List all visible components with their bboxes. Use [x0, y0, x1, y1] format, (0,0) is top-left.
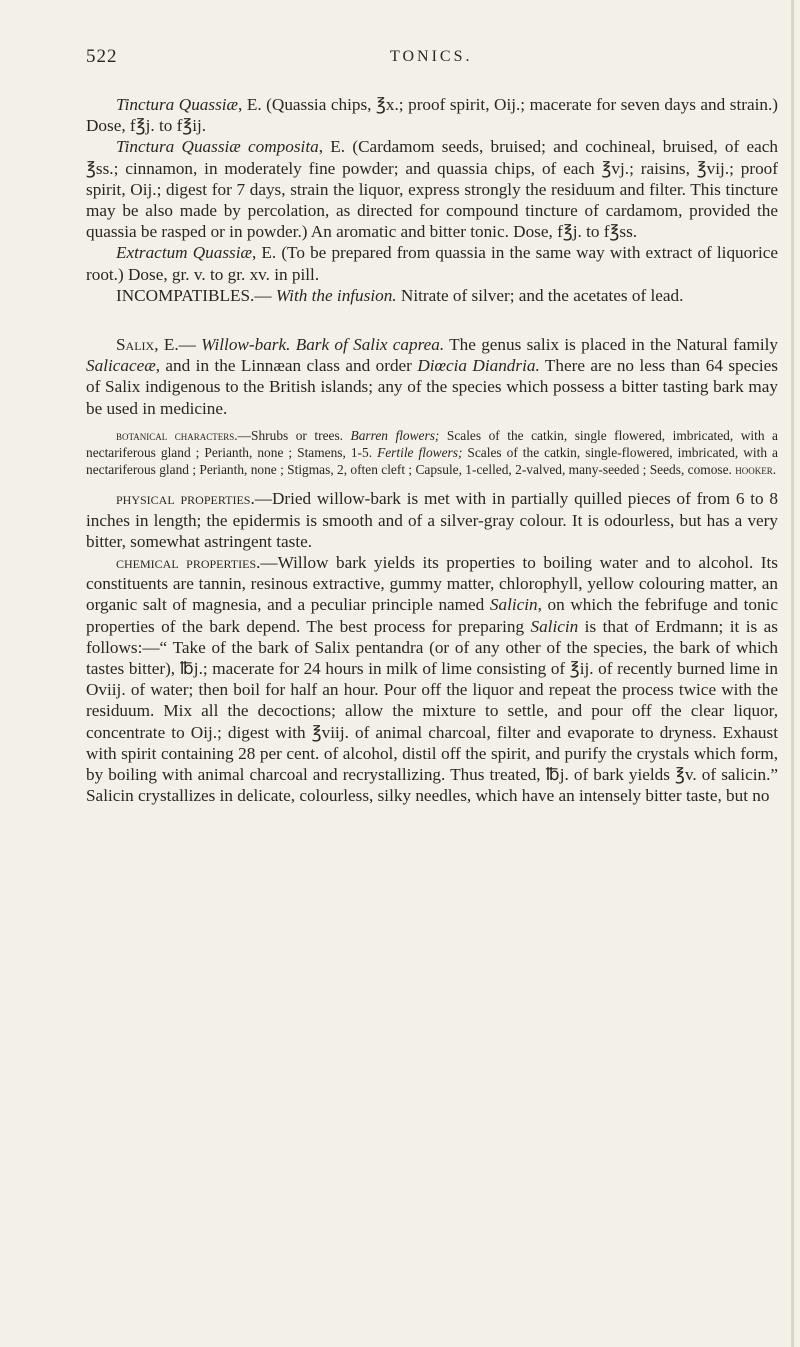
- salix-heading: Salix: [116, 335, 155, 355]
- paragraph-text: , E. (To be prepared from quassia in the same way with extract of liquorice root.) Dose, gr. v. to gr. xv. in pill.: [86, 243, 778, 284]
- spacer: [86, 478, 778, 488]
- page-header: [0, 46, 800, 76]
- paragraph-title: Extractum Quassiæ: [116, 243, 252, 263]
- paragraph-text: , and in the Linnæan class and order: [155, 356, 418, 376]
- paragraph-text: —Shrubs or trees.: [237, 427, 351, 443]
- paragraph-chemical-properties: [86, 552, 778, 806]
- spacer: [86, 419, 778, 427]
- paragraph-text: —Willow bark yields its properties to boiling water and to alcohol. Its constituents are tannin, resinous extractive, gummy matter, chlorophyll, yellow colouring matter, an organic salt of magnesia, and a peculiar principle named: [86, 553, 778, 615]
- paragraph-title: Tinctura Quassiæ composita: [116, 137, 319, 157]
- running-title: TONICS.: [390, 48, 473, 65]
- paragraph-text: is that of Erdmann; it is as follows:—“ Take of the bark of Salix pentandra (or of any other of the species, the bark of which tastes bitter), ℔j.; macerate for 24 hours in milk of lime consisting of ℥ij. of recently burned lime in Oviij. of water; then boil for half an hour. Pour off the liquor and repeat the process twice with the residuum. Mix all the decoctions; allow the mixture to settle, and pour off the clear liquor, concentrate to Oij.; digest with ℥viij. of animal charcoal, filter and evaporate to dryness. Exhaust with spirit containing 28 per cent. of alcohol, distil off the spirit, and purify the crystals which form, by boiling with animal charcoal and recrystallizing. Thus treated, ℔j. of bark yields ℥v. of salicin.” Salicin crystallizes in delicate, colourless, silky needles, which have an intensely bitter taste, but no: [86, 616, 778, 806]
- paragraph-text: , E. (Quassia chips, ℥x.; proof spirit, Oij.; macerate for seven days and strain.) Dose, f℥j. to f℥ij.: [86, 95, 778, 136]
- citation-author: hooker.: [735, 462, 777, 478]
- salix-order: Diœcia Diandria.: [417, 356, 540, 376]
- salix-english-name: Willow-bark. Bark of Salix caprea.: [201, 335, 445, 355]
- fertile-flowers-label: Fertile flowers;: [377, 445, 463, 461]
- paragraph-title: With the infusion.: [275, 285, 397, 305]
- salicin-term: Salicin: [489, 595, 538, 615]
- paragraph-tinctura-composita: [86, 136, 778, 242]
- paragraph-text: There are no less than 64 species of Salix indigenous to the British islands; any of the species which possess a bitter tasting bark may be used in medicine.: [86, 356, 778, 418]
- paragraph-botanical-characters: [86, 427, 778, 479]
- paragraph-text: , on which the febrifuge and tonic properties of the bark depend. The best process for preparing: [86, 595, 779, 636]
- paragraph-salix: [86, 334, 778, 419]
- paragraph-physical-properties: [86, 488, 778, 552]
- incompatibles-heading: INCOMPATIBLES.—: [116, 285, 276, 305]
- paragraph-extractum-quassiae: [86, 242, 778, 284]
- paragraph-text: Nitrate of silver; and the acetates of lead.: [396, 285, 684, 305]
- salicin-term: Salicin: [530, 616, 579, 636]
- section-gap: [86, 306, 778, 334]
- paragraph-incompatibles: [86, 285, 778, 306]
- paragraph-text: Scales of the catkin, single flowered, imbricated, with a nectariferous gland ; Perianth, none ; Stamens, 1-5.: [86, 427, 778, 461]
- barren-flowers-label: Barren flowers;: [350, 427, 440, 443]
- page-number: 522: [86, 46, 118, 67]
- page-edge: [791, 0, 794, 1347]
- paragraph-tinctura-quassiae: [86, 94, 778, 136]
- chemical-heading: chemical properties.: [116, 553, 261, 573]
- paragraph-title: Tinctura Quassiæ: [116, 95, 239, 114]
- physical-heading: physical properties.: [116, 489, 255, 509]
- salix-edition: , E.—: [154, 335, 202, 355]
- paragraph-text: Scales of the catkin, single-flowered, imbricated, with a nectariferous gland ; Perianth, none ; Stigmas, 2, often cleft ; Capsule, 1-celled, 2-valved, many-seeded ; Seeds, comose.: [86, 445, 778, 478]
- paragraph-text: The genus salix is placed in the Natural family: [444, 335, 778, 355]
- paragraph-text: —Dried willow-bark is met with in partially quilled pieces of from 6 to 8 inches in length; the epidermis is smooth and of a silver-gray colour. It is odourless, but has a very bitter, somewhat astringent taste.: [86, 489, 778, 551]
- paragraph-text: , E. (Cardamom seeds, bruised; and cochineal, bruised, of each ℥ss.; cinnamon, in moderately fine powder; and quassia chips, of each ℥vj.; raisins, ℥vij.; proof spirit, Oij.; digest for 7 days, strain the liquor, express strongly the residuum and filter. This tincture may be also made by percolation, as directed for compound tincture of cardamom, provided the quassia be rasped or in powder.) An aromatic and bitter tonic. Dose, f℥j. to f℥ss.: [86, 137, 778, 242]
- salix-family: Salicaceæ: [86, 356, 156, 376]
- botanical-heading: botanical characters.: [116, 427, 238, 443]
- page-body: [86, 94, 778, 807]
